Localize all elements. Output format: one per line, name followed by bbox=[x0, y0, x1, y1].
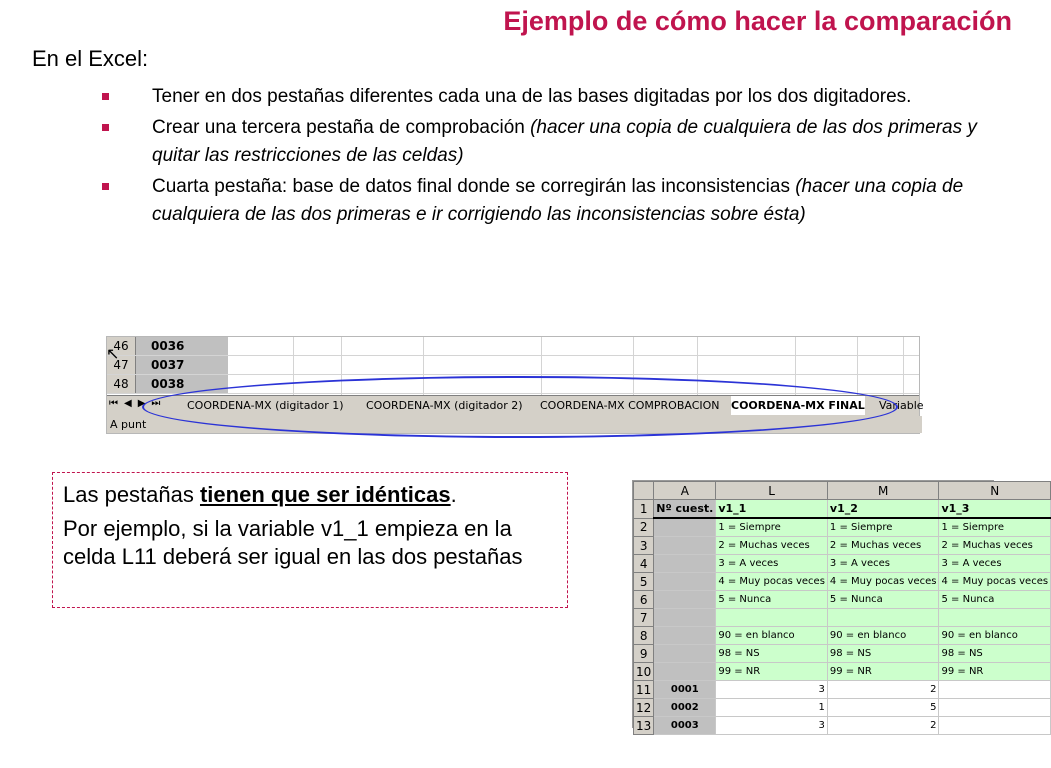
table-row bbox=[634, 627, 1051, 645]
spreadsheet-grid bbox=[633, 481, 1051, 735]
cell-a[interactable] bbox=[654, 573, 716, 591]
cell-a[interactable]: 0001 bbox=[654, 681, 716, 699]
note-box bbox=[52, 472, 568, 608]
sheet-row bbox=[107, 356, 919, 375]
row-number[interactable]: 11 bbox=[634, 681, 654, 699]
cell-n[interactable] bbox=[939, 717, 1051, 735]
column-header-row bbox=[634, 482, 1051, 500]
row-number[interactable]: 47 bbox=[107, 356, 136, 374]
cell-a[interactable] bbox=[654, 627, 716, 645]
cell-a[interactable] bbox=[654, 555, 716, 573]
spreadsheet-example bbox=[632, 480, 1049, 733]
id-cell[interactable]: 0036 bbox=[136, 337, 228, 355]
bullet-list bbox=[100, 83, 980, 232]
column-header[interactable]: N bbox=[939, 482, 1051, 500]
bullet-italic: (hacer una copia de cualquiera de las dos primeras y quitar las restricciones de las celdas) bbox=[152, 117, 977, 166]
cell-a[interactable] bbox=[654, 663, 716, 681]
cell-n[interactable] bbox=[939, 681, 1051, 699]
row-number[interactable]: 7 bbox=[634, 609, 654, 627]
cell-a[interactable] bbox=[654, 591, 716, 609]
bullet-italic: (hacer una copia de cualquiera de las dos primeras e ir corrigiendo las inconsistencias sobre ésta) bbox=[152, 176, 964, 225]
table-row bbox=[634, 500, 1051, 519]
cell-n[interactable]: 90 = en blanco bbox=[939, 627, 1051, 645]
cell-a[interactable]: 0003 bbox=[654, 717, 716, 735]
cell-a[interactable] bbox=[654, 609, 716, 627]
cell-n[interactable]: 4 = Muy pocas veces bbox=[939, 573, 1051, 591]
row-number[interactable]: 8 bbox=[634, 627, 654, 645]
table-row bbox=[634, 699, 1051, 717]
square-bullet-icon bbox=[102, 124, 109, 131]
cell-l[interactable]: v1_1 bbox=[716, 500, 828, 519]
cell-n[interactable]: 2 = Muchas veces bbox=[939, 537, 1051, 555]
table-row bbox=[634, 591, 1051, 609]
note-emphasis: tienen que ser idénticas bbox=[199, 482, 451, 507]
column-header[interactable]: M bbox=[827, 482, 939, 500]
cell-l[interactable]: 98 = NS bbox=[716, 645, 828, 663]
table-row bbox=[634, 537, 1051, 555]
cell-m[interactable]: 3 = A veces bbox=[827, 555, 939, 573]
note-line-1: Las pestañas tienen que ser idénticas. bbox=[63, 482, 457, 507]
row-number[interactable]: 5 bbox=[634, 573, 654, 591]
cell-m[interactable]: 2 bbox=[827, 717, 939, 735]
row-number[interactable]: 6 bbox=[634, 591, 654, 609]
cell-n[interactable]: 1 = Siempre bbox=[939, 518, 1051, 537]
cell-n[interactable]: 5 = Nunca bbox=[939, 591, 1051, 609]
cell-n[interactable]: v1_3 bbox=[939, 500, 1051, 519]
cell-m[interactable]: v1_2 bbox=[827, 500, 939, 519]
sheet-row bbox=[107, 375, 919, 394]
row-number[interactable]: 9 bbox=[634, 645, 654, 663]
table-row bbox=[634, 609, 1051, 627]
bullet-item bbox=[100, 83, 980, 111]
cell-m[interactable] bbox=[827, 609, 939, 627]
cell-a[interactable] bbox=[654, 645, 716, 663]
table-row bbox=[634, 518, 1051, 537]
cell-l[interactable]: 90 = en blanco bbox=[716, 627, 828, 645]
cell-a[interactable] bbox=[654, 518, 716, 537]
cell-l[interactable]: 99 = NR bbox=[716, 663, 828, 681]
id-cell[interactable]: 0038 bbox=[136, 375, 228, 393]
row-number[interactable]: 2 bbox=[634, 518, 654, 537]
excel-tabs-screenshot bbox=[106, 336, 924, 434]
cell-a[interactable]: Nº cuest. bbox=[654, 500, 716, 519]
row-number[interactable]: 10 bbox=[634, 663, 654, 681]
bullet-item bbox=[100, 114, 980, 170]
cell-m[interactable]: 2 bbox=[827, 681, 939, 699]
mouse-pointer-icon: ↖ bbox=[106, 346, 120, 363]
bullet-text: Cuarta pestaña: base de datos final donde se corregirán las inconsistencias bbox=[152, 176, 796, 197]
square-bullet-icon bbox=[102, 183, 109, 190]
cell-m[interactable]: 98 = NS bbox=[827, 645, 939, 663]
cell-l[interactable]: 1 = Siempre bbox=[716, 518, 828, 537]
id-cell[interactable]: 0037 bbox=[136, 356, 228, 374]
square-bullet-icon bbox=[102, 93, 109, 100]
row-number[interactable]: 1 bbox=[634, 500, 654, 519]
status-bar: A punt bbox=[107, 416, 922, 433]
table-row bbox=[634, 663, 1051, 681]
note-line-2: Por ejemplo, si la variable v1_1 empieza en la celda L11 deberá ser igual en las dos pestañas bbox=[63, 516, 523, 569]
row-number[interactable]: 3 bbox=[634, 537, 654, 555]
tab-variables[interactable]: Variable bbox=[879, 399, 924, 412]
cell-m[interactable]: 5 bbox=[827, 699, 939, 717]
tab-scroll-buttons-icon[interactable]: ⏮◀▶⏭ bbox=[109, 398, 167, 409]
column-header[interactable]: A bbox=[654, 482, 716, 500]
row-number[interactable]: 13 bbox=[634, 717, 654, 735]
cell-m[interactable]: 99 = NR bbox=[827, 663, 939, 681]
cell-a[interactable] bbox=[654, 537, 716, 555]
table-row bbox=[634, 645, 1051, 663]
cell-n[interactable] bbox=[939, 699, 1051, 717]
cell-a[interactable]: 0002 bbox=[654, 699, 716, 717]
cell-m[interactable]: 4 = Muy pocas veces bbox=[827, 573, 939, 591]
tab-comprobacion[interactable]: COORDENA-MX COMPROBACION bbox=[540, 399, 720, 412]
cell-l[interactable]: 2 = Muchas veces bbox=[716, 537, 828, 555]
cell-l[interactable]: 3 bbox=[716, 681, 828, 699]
row-number[interactable]: 4 bbox=[634, 555, 654, 573]
cell-m[interactable]: 1 = Siempre bbox=[827, 518, 939, 537]
cell-m[interactable]: 5 = Nunca bbox=[827, 591, 939, 609]
tab-digitador-1[interactable]: COORDENA-MX (digitador 1) bbox=[187, 399, 344, 412]
cell-l[interactable]: 3 bbox=[716, 717, 828, 735]
sheet-rows bbox=[107, 337, 919, 395]
cell-n[interactable] bbox=[939, 609, 1051, 627]
column-header[interactable]: L bbox=[716, 482, 828, 500]
cell-n[interactable]: 98 = NS bbox=[939, 645, 1051, 663]
table-row bbox=[634, 573, 1051, 591]
tab-digitador-2[interactable]: COORDENA-MX (digitador 2) bbox=[366, 399, 523, 412]
table-row bbox=[634, 555, 1051, 573]
table-row bbox=[634, 717, 1051, 735]
sheet-tab-bar bbox=[107, 395, 924, 416]
table-row bbox=[634, 681, 1051, 699]
cell-n[interactable]: 99 = NR bbox=[939, 663, 1051, 681]
intro-text: En el Excel: bbox=[32, 46, 149, 71]
sheet-row bbox=[107, 337, 919, 356]
row-number[interactable]: 48 bbox=[107, 375, 136, 393]
bullet-text: Tener en dos pestañas diferentes cada una de las bases digitadas por los dos digitadores. bbox=[152, 86, 912, 107]
cell-m[interactable]: 2 = Muchas veces bbox=[827, 537, 939, 555]
tab-final[interactable]: COORDENA-MX FINAL bbox=[731, 396, 865, 415]
row-number[interactable]: 46 bbox=[107, 337, 136, 355]
cell-m[interactable]: 90 = en blanco bbox=[827, 627, 939, 645]
cell-l[interactable]: 5 = Nunca bbox=[716, 591, 828, 609]
cell-l[interactable]: 3 = A veces bbox=[716, 555, 828, 573]
bullet-text: Crear una tercera pestaña de comprobación bbox=[152, 117, 531, 138]
row-number[interactable]: 12 bbox=[634, 699, 654, 717]
cell-l[interactable]: 4 = Muy pocas veces bbox=[716, 573, 828, 591]
cell-l[interactable]: 1 bbox=[716, 699, 828, 717]
cell-n[interactable]: 3 = A veces bbox=[939, 555, 1051, 573]
slide-title: Ejemplo de cómo hacer la comparación bbox=[503, 6, 1012, 36]
bullet-item bbox=[100, 173, 980, 229]
corner-cell[interactable] bbox=[634, 482, 654, 500]
cell-l[interactable] bbox=[716, 609, 828, 627]
